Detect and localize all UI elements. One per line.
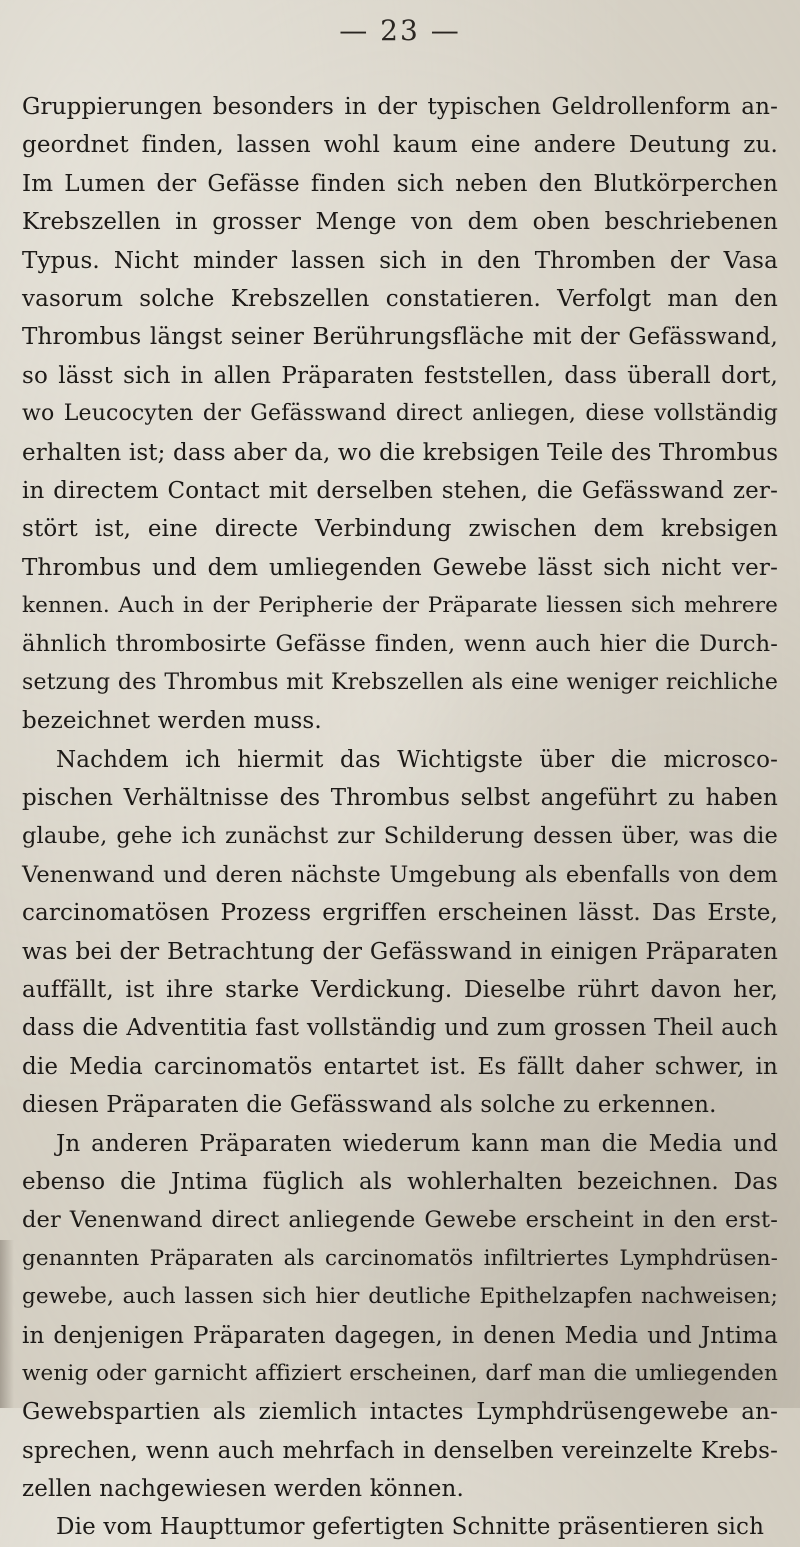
page-edge-shadow xyxy=(0,1240,14,1408)
text-line: bezeichnet werden muss. xyxy=(22,708,322,735)
text-line: was bei der Betrachtung der Gefässwand in einigen Präparaten xyxy=(22,938,778,965)
page-number: — 23 — xyxy=(339,14,461,47)
text-line: Venenwand und deren nächste Umgebung als ebenfalls von dem xyxy=(22,861,778,888)
text-line: wo Leucocyten der Gefässwand direct anliegen, diese vollständig xyxy=(22,401,778,427)
text-line: vasorum solche Krebszellen constatieren. Verfolgt man den xyxy=(22,285,778,312)
text-line: auffällt, ist ihre starke Verdickung. Dieselbe rührt davon her, xyxy=(22,976,778,1003)
text-line: Die vom Haupttumor gefertigten Schnitte präsentieren sich xyxy=(56,1514,765,1541)
text-line: dass die Adventitia fast vollständig und zum grossen Theil auch xyxy=(22,1015,778,1042)
text-line: diesen Präparaten die Gefässwand als solche zu erkennen. xyxy=(22,1092,717,1119)
text-line: gewebe, auch lassen sich hier deutliche Epithelzapfen nachweisen; xyxy=(22,1284,778,1310)
text-line: sprechen, wenn auch mehrfach in denselben vereinzelte Krebs- xyxy=(22,1437,778,1464)
text-line: stört ist, eine directe Verbindung zwischen dem krebsigen xyxy=(22,516,778,543)
text-line: Typus. Nicht minder lassen sich in den Thromben der Vasa xyxy=(22,247,778,274)
text-line: so lässt sich in allen Präparaten feststellen, dass überall dort, xyxy=(22,362,778,389)
text-line: pischen Verhältnisse des Thrombus selbst angeführt zu haben xyxy=(22,785,778,812)
text-line: ebenso die Jntima füglich als wohlerhalten bezeichnen. Das xyxy=(22,1168,778,1195)
text-line: Gruppierungen besonders in der typischen Geldrollenform an- xyxy=(22,94,778,120)
text-line: ähnlich thrombosirte Gefässe finden, wenn auch hier die Durch- xyxy=(22,631,778,658)
body-text xyxy=(22,88,778,1547)
text-line: Thrombus und dem umliegenden Gewebe lässt sich nicht ver- xyxy=(22,554,778,581)
text-line: Thrombus längst seiner Berührungsfläche mit der Gefässwand, xyxy=(22,324,778,351)
text-line: Gewebspartien als ziemlich intactes Lymphdrüsengewebe an- xyxy=(22,1399,778,1426)
text-line: in directem Contact mit derselben stehen, die Gefässwand zer- xyxy=(22,477,778,504)
text-line: die Media carcinomatös entartet ist. Es fällt daher schwer, in xyxy=(22,1053,778,1080)
text-line: kennen. Auch in der Peripherie der Präparate liessen sich mehrere xyxy=(22,593,778,619)
text-line: in denjenigen Präparaten dagegen, in denen Media und Jntima xyxy=(22,1322,778,1349)
text-line: Im Lumen der Gefässe finden sich neben den Blutkörperchen xyxy=(22,170,778,197)
text-line: wenig oder garnicht affiziert erscheinen, darf man die umliegenden xyxy=(22,1360,778,1386)
text-line: geordnet finden, lassen wohl kaum eine andere Deutung zu. xyxy=(22,132,778,159)
text-line: Nachdem ich hiermit das Wichtigste über die microsco- xyxy=(56,746,778,773)
text-line: Krebszellen in grosser Menge von dem oben beschriebenen xyxy=(22,209,778,236)
text-line: setzung des Thrombus mit Krebszellen als eine weniger reichliche xyxy=(22,669,778,695)
text-line: carcinomatösen Prozess ergriffen erscheinen lässt. Das Erste, xyxy=(22,900,778,927)
text-line: genannten Präparaten als carcinomatös infiltriertes Lymphdrüsen- xyxy=(22,1245,778,1271)
text-line: zellen nachgewiesen werden können. xyxy=(22,1476,464,1503)
text-line: glaube, gehe ich zunächst zur Schilderung dessen über, was die xyxy=(22,823,778,850)
text-line: der Venenwand direct anliegende Gewebe erscheint in den erst- xyxy=(22,1207,778,1234)
text-line: Jn anderen Präparaten wiederum kann man die Media und xyxy=(56,1130,778,1157)
text-line: erhalten ist; dass aber da, wo die krebsigen Teile des Thrombus xyxy=(22,439,779,466)
